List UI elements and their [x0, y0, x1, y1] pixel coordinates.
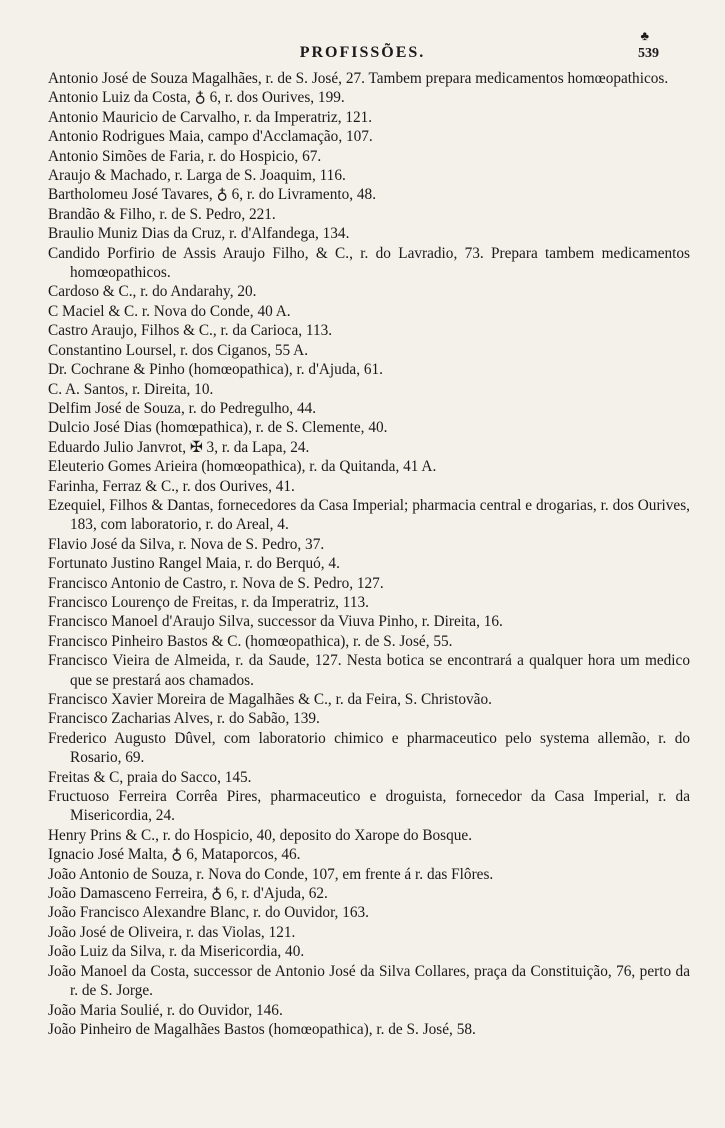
list-item: C. A. Santos, r. Direita, 10.: [48, 380, 214, 398]
list-item: Eleuterio Gomes Arieira (homœopathica), r. da Quitanda, 41 A.: [48, 458, 437, 476]
list-item: João Pinheiro de Magalhães Bastos (homœopathica), r. de S. José, 58.: [48, 1020, 476, 1038]
list-item: Araujo & Machado, r. Larga de S. Joaquim, 116.: [48, 167, 346, 185]
list-item: Freitas & C, praia do Sacco, 145.: [48, 768, 252, 786]
list-item: Francisco Lourenço de Freitas, r. da Imperatriz, 113.: [48, 593, 369, 611]
list-item: Francisco Xavier Moreira de Magalhães & C., r. da Feira, S. Christovão.: [48, 691, 492, 708]
list-item: Dr. Cochrane & Pinho (homœopathica), r. d'Ajuda, 61.: [48, 361, 383, 379]
list-item: Constantino Loursel, r. dos Ciganos, 55 A.: [48, 341, 309, 359]
list-item: Francisco Pinheiro Bastos & C. (homœopathica), r. de S. José, 55.: [48, 632, 453, 650]
list-item: Braulio Muniz Dias da Cruz, r. d'Alfandega, 134.: [48, 225, 350, 243]
list-item: João Francisco Alexandre Blanc, r. do Ouvidor, 163.: [48, 904, 369, 922]
list-item: Francisco Zacharias Alves, r. do Sabão, 139.: [48, 710, 320, 728]
list-item: João Manoel da Costa, successor de Antonio José da Silva Collares, praça da Constituição, 76, perto da r. de S. Jorge.: [48, 962, 690, 1000]
list-item: Castro Araujo, Filhos & C., r. da Carioca, 113.: [48, 322, 333, 340]
list-item: Eduardo Julio Janvrot, ✠ 3, r. da Lapa, 24.: [48, 438, 310, 456]
list-item: Antonio Rodrigues Maia, campo d'Acclamação, 107.: [48, 128, 373, 146]
list-item: João José de Oliveira, r. das Violas, 121.: [48, 923, 296, 941]
list-item: Cardoso & C., r. do Andarahy, 20.: [48, 283, 257, 301]
list-item: João Antonio de Souza, r. Nova do Conde, 107, em frente á r. das Flôres.: [48, 865, 494, 883]
list-item: Francisco Vieira de Almeida, r. da Saude, 127. Nesta botica se encontrará a qualquer hora um medico que se prestará aos chamados.: [48, 652, 690, 689]
list-item: Francisco Antonio de Castro, r. Nova de S. Pedro, 127.: [48, 574, 384, 592]
list-item: Antonio Simões de Faria, r. do Hospicio, 67.: [48, 147, 322, 165]
list-item: Fortunato Justino Rangel Maia, r. do Berquó, 4.: [48, 555, 340, 573]
list-item: Fructuoso Ferreira Corrêa Pires, pharmaceutico e droguista, fornecedor da Casa Imperial, r. da Misericordia, 24.: [48, 788, 690, 825]
list-item: Antonio José de Souza Magalhães, r. de S. José, 27. Tambem prepara medicamentos homœopathicos.: [48, 70, 669, 87]
list-item: João Damasceno Ferreira, ♁ 6, r. d'Ajuda, 62.: [48, 885, 328, 903]
list-item: Antonio Luiz da Costa, ♁ 6, r. dos Ourives, 199.: [48, 89, 345, 107]
list-item: C Maciel & C. r. Nova do Conde, 40 A.: [48, 302, 291, 320]
corner-mark-icon: ♣: [640, 28, 649, 43]
directory-list: [48, 69, 690, 1039]
section-title: PROFISSÕES.: [299, 44, 426, 61]
list-item: João Luiz da Silva, r. da Misericordia, 40.: [48, 943, 305, 961]
list-item: Dulcio José Dias (homœpathica), r. de S. Clemente, 40.: [48, 419, 388, 437]
list-item: Bartholomeu José Tavares, ♁ 6, r. do Livramento, 48.: [48, 186, 377, 204]
list-item: Henry Prins & C., r. do Hospicio, 40, deposito do Xarope do Bosque.: [48, 826, 473, 844]
list-item: Antonio Mauricio de Carvalho, r. da Imperatriz, 121.: [48, 108, 373, 126]
list-item: Delfim José de Souza, r. do Pedregulho, 44.: [48, 399, 317, 417]
list-item: Candido Porfirio de Assis Araujo Filho, & C., r. do Lavradio, 73. Prepara tambem medicamentos homœopathicos.: [48, 244, 690, 282]
list-item: Francisco Manoel d'Araujo Silva, successor da Viuva Pinho, r. Direita, 16.: [48, 613, 503, 631]
page-number: 539: [638, 46, 659, 61]
list-item: Ignacio José Malta, ♁ 6, Mataporcos, 46.: [48, 846, 301, 864]
list-item: Brandão & Filho, r. de S. Pedro, 221.: [48, 205, 276, 223]
list-item: Flavio José da Silva, r. Nova de S. Pedro, 37.: [48, 535, 325, 553]
list-item: Ezequiel, Filhos & Dantas, fornecedores da Casa Imperial; pharmacia central e drogarias, r. dos Ourives, 183, com laboratorio, r. do Areal, 4.: [48, 496, 690, 534]
page-header: [0, 28, 725, 68]
list-item: João Maria Soulié, r. do Ouvidor, 146.: [48, 1001, 283, 1019]
list-item: Farinha, Ferraz & C., r. dos Ourives, 41.: [48, 477, 295, 495]
list-item: Frederico Augusto Dûvel, com laboratorio chimico e pharmaceutico pelo systema allemão, r. do Rosario, 69.: [48, 729, 690, 767]
